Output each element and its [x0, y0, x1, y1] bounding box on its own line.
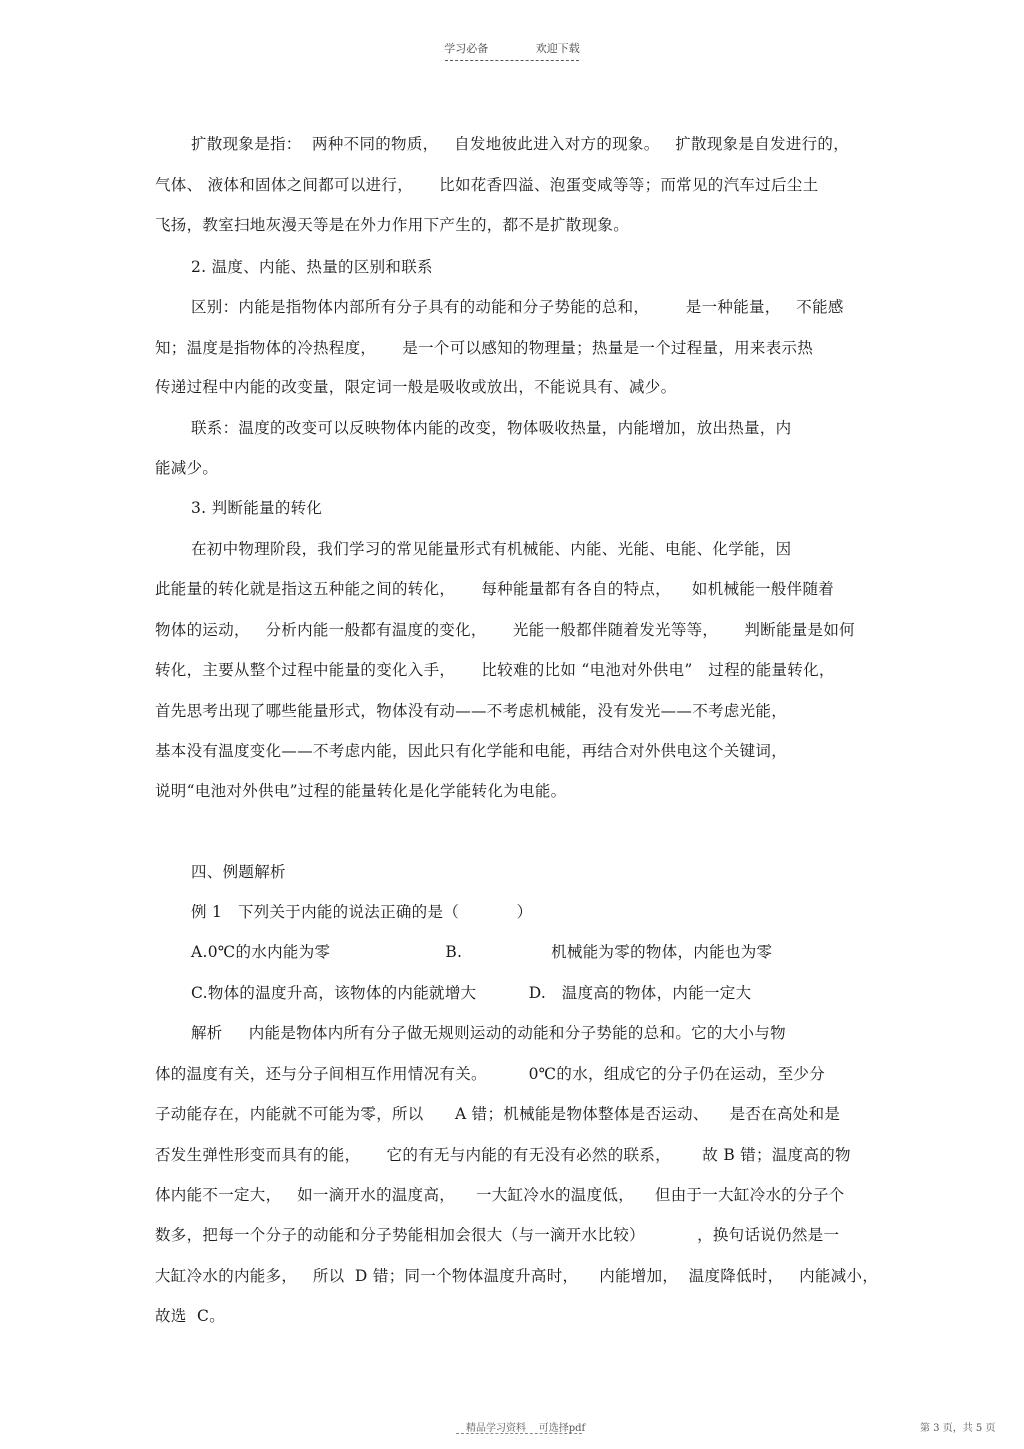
footer-rule — [456, 1433, 582, 1434]
body-line: 气体、 液体和固体之间都可以进行， 比如花香四溢、泡蛋变咸等等；而常见的汽车过后尘土 — [155, 176, 819, 194]
body-line: 知；温度是指物体的冷热程度， 是一个可以感知的物理量；热量是一个过程量，用来表示热 — [155, 339, 814, 357]
body-line: 首先思考出现了哪些能量形式，物体没有动——不考虑机械能，没有发光——不考虑光能， — [155, 702, 788, 720]
section-heading: 3. 判断能量的转化 — [191, 499, 323, 517]
body-line: 解析 内能是物体内所有分子做无规则运动的动能和分子势能的总和。它的大小与物 — [191, 1024, 786, 1042]
body-line: 能减少。 — [155, 459, 219, 477]
body-line: 体的温度有关，还与分子间相互作用情况有关。 0℃的水，组成它的分子仍在运动，至少分 — [155, 1065, 826, 1083]
body-line: 此能量的转化就是指这五种能之间的转化， 每种能量都有各自的特点， 如机械能一般伴随着 — [155, 580, 835, 598]
section-heading: 2. 温度、内能、热量的区别和联系 — [191, 258, 433, 276]
body-line: 转化，主要从整个过程中能量的变化入手， 比较难的比如 “电池对外供电” 过程的能量转化， — [155, 661, 835, 679]
footer-left-text: 精品学习资料 可选择pdf — [466, 1423, 586, 1434]
example-option: A.0℃的水内能为零 B. 机械能为零的物体，内能也为零 — [191, 943, 773, 961]
header-rule — [445, 60, 579, 61]
body-line: 联系：温度的改变可以反映物体内能的改变，物体吸收热量，内能增加，放出热量，内 — [191, 419, 792, 437]
page-number: 第 3 页，共 5 页 — [920, 1423, 996, 1434]
header-left-text: 学习必备 — [444, 42, 489, 55]
section-heading: 四、例题解析 — [191, 863, 286, 881]
body-line: 扩散现象是指： 两种不同的物质， 自发地彼此进入对方的现象。 扩散现象是自发进行的， — [191, 135, 850, 153]
page-header — [0, 40, 1024, 61]
body-line: 飞扬，教室扫地灰漫天等是在外力作用下产生的，都不是扩散现象。 — [155, 216, 630, 234]
body-line: 在初中物理阶段，我们学习的常见能量形式有机械能、内能、光能、电能、化学能，因 — [191, 540, 792, 558]
body-line: 子动能存在，内能就不可能为零，所以 A 错；机械能是物体整体是否运动、 是否在高处和是 — [155, 1105, 841, 1123]
body-line: 说明“电池对外供电”过程的能量转化是化学能转化为电能。 — [155, 782, 567, 800]
body-line: 大缸冷水的内能多， 所以 D 错；同一个物体温度升高时， 内能增加， 温度降低时， 内能减小， — [155, 1267, 879, 1285]
body-line: 数多，把每一个分子的动能和分子势能相加会很大（与一滴开水比较） ，换句话说仍然是一 — [155, 1226, 840, 1244]
body-line: 否发生弹性形变而具有的能， 它的有无与内能的有无没有必然的联系， 故 B 错；温度高的物 — [155, 1146, 851, 1164]
body-line: 传递过程中内能的改变量，限定词一般是吸收或放出，不能说具有、减少。 — [155, 378, 677, 396]
body-line: 故选 C。 — [155, 1307, 226, 1325]
example-option: C.物体的温度升高，该物体的内能就增大 D. 温度高的物体，内能一定大 — [191, 984, 752, 1002]
body-line: 区别：内能是指物体内部所有分子具有的动能和分子势能的总和， 是一种能量， 不能感 — [191, 298, 844, 316]
header-right-text: 欢迎下载 — [535, 42, 580, 55]
example-question: 例 1 下列关于内能的说法正确的是（ ） — [191, 903, 533, 921]
body-line: 体内能不一定大， 如一滴开水的温度高， 一大缸冷水的温度低， 但由于一大缸冷水的分子个 — [155, 1186, 845, 1204]
body-line: 基本没有温度变化——不考虑内能，因此只有化学能和电能，再结合对外供电这个关键词， — [155, 742, 788, 760]
body-line: 物体的运动， 分析内能一般都有温度的变化， 光能一般都伴随着发光等等， 判断能量是如何 — [155, 621, 855, 639]
